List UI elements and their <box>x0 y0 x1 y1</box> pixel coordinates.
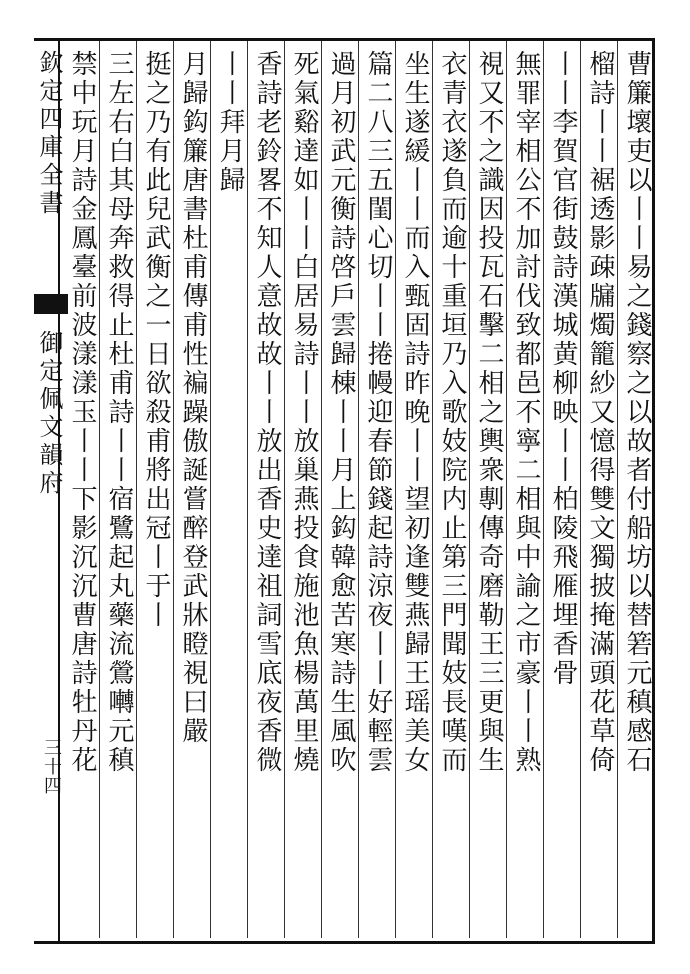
text-column-1: 曹簾壞吏以丨丨易之錢察之以故者付船坊以替箬元稹感石 <box>622 50 652 775</box>
text-column-12: 丨丨拜月歸 <box>215 50 245 195</box>
text-column-13: 月歸鈎簾唐書杜甫傳甫性褊躁傲誕嘗醉登武牀瞪視曰嚴 <box>178 50 208 746</box>
text-column-10: 死氣谿達如丨丨白居易詩丨丨放巢燕投食施池魚楊萬里燒 <box>289 50 319 775</box>
text-column-11: 香詩老鈴畧不知人意故故丨丨放出香史達祖詞雪底夜香微 <box>252 50 282 775</box>
text-column-16: 禁中玩月詩金鳳臺前波漾漾玉丨丨下影沉沉曹唐詩牡丹花 <box>67 50 97 775</box>
text-column-15: 三左右白其母奔救得止杜甫詩丨丨宿鷺起丸藥流鶯囀元稹 <box>104 50 134 775</box>
page-number: 三十四 <box>41 738 62 795</box>
text-column-14: 挺之乃有此兒武衡之一日欲殺甫將出冠丨于丨 <box>141 50 171 630</box>
text-column-5: 視又不之識因投瓦石擊二相之輿衆剸傳奇磨勒王三更與生 <box>474 50 504 775</box>
text-column-2: 榴詩丨丨裾透影疎牖燭籠紗又憶得雙文獨披掩滿頭花草倚 <box>585 50 615 775</box>
text-column-9: 過月初武元衡詩啓戶雲歸棟丨丨月上鈎韓愈苦寒詩生風吹 <box>326 50 356 775</box>
volume-title-label: 御定佩文韻府 <box>35 330 63 498</box>
text-column-3: 丨丨李賀官街鼓詩漢城黄柳映丨丨柏陵飛雁埋香骨 <box>548 50 578 688</box>
text-column-8: 篇二八三五閨心切丨丨捲幔迎春節錢起詩涼夜丨丨好輕雲 <box>363 50 393 775</box>
text-column-4: 無罪宰相公不加討伐致都邑不寧二相與中諭之市豪丨丨熟 <box>511 50 541 775</box>
text-column-7: 坐生遂緩丨丨而入甄固詩昨晚丨丨望初逢雙燕歸王瑶美女 <box>400 50 430 775</box>
text-column-6: 衣青衣遂負而逾十重垣乃入歌妓院内止第三門聞妓長嘆而 <box>437 50 467 775</box>
book-title-label: 欽定四庫全書 <box>35 50 63 218</box>
